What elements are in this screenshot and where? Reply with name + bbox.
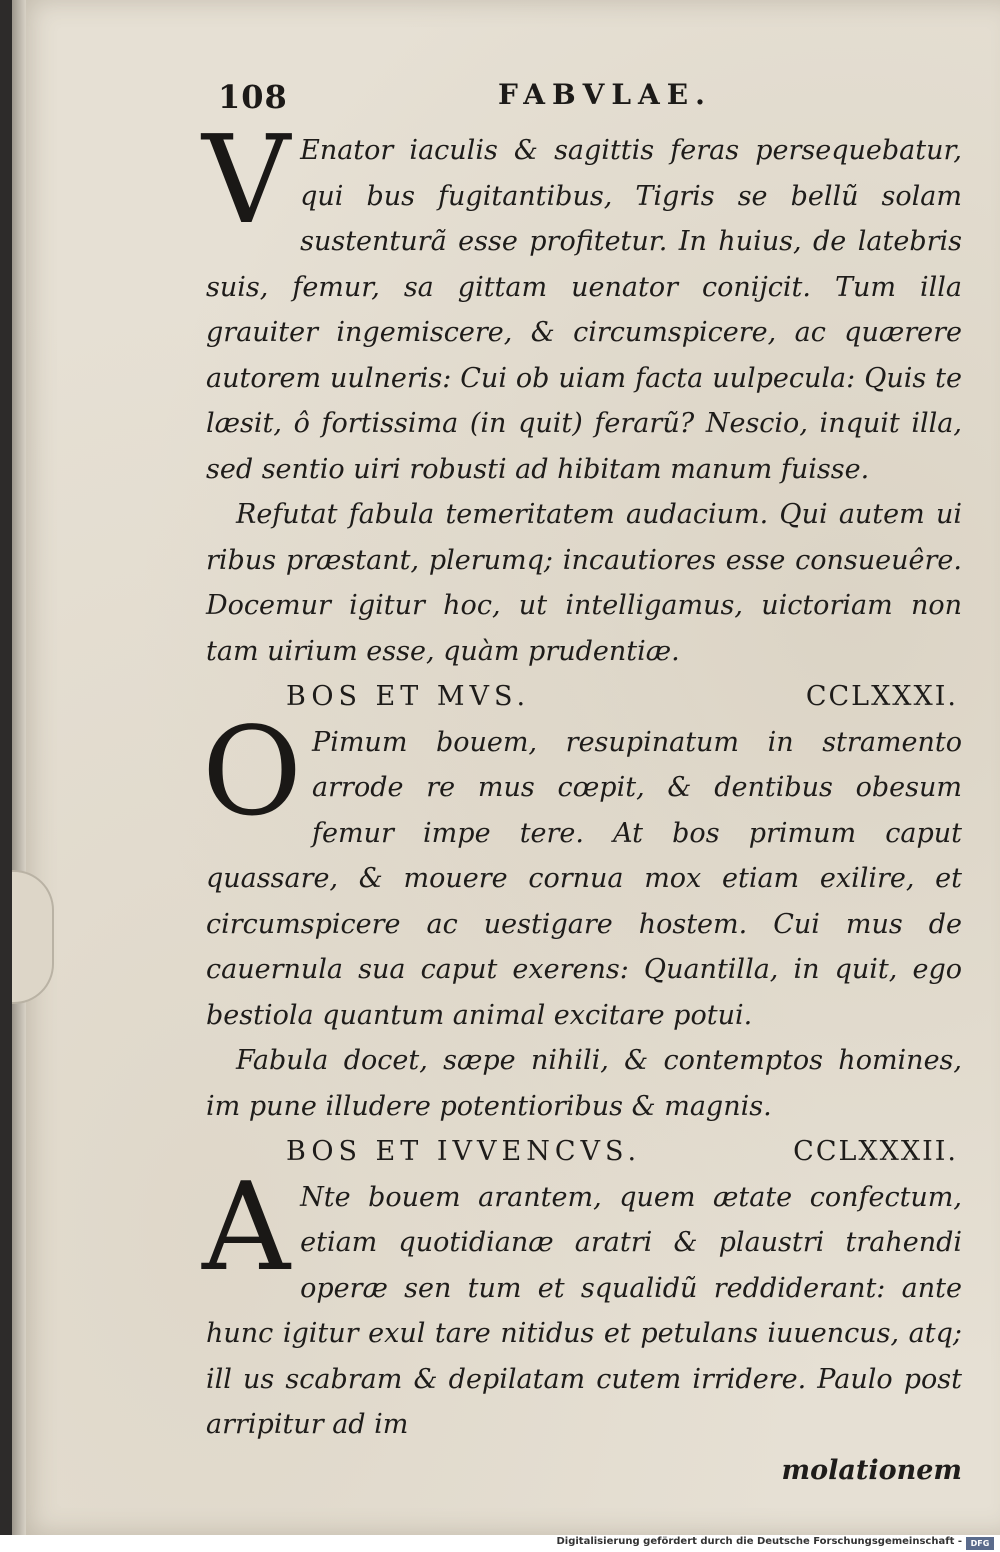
page-text [202,109,962,1493]
fable-body [202,700,962,1039]
fable-number: CCLXXXII. [793,1136,958,1167]
drop-cap: O [202,700,303,843]
fable-text: Enator iaculis & sagittis feras persequebatur, qui bus fugitantibus, Tigris se bellũ solam sustenturã esse profitetur. In huius, de latebris suis, femur, sa gittam uenator conijcit. Tum illa grauiter ingemiscere, & circumspicere, ac quærere autorem uulneris: Cui ob uiam facta uulpecula: Quis te læsit, ô fortissima (in quit) ferarũ? Nescio, inquit illa, sed sentio uiri robusti ad hibitam manum fuisse. [206,135,962,485]
running-title: FABVLAE. [498,78,712,111]
drop-cap: V [202,109,291,251]
fable-body [202,1155,962,1448]
fable-text: Nte bouem arantem, quem ætate confectum, etiam quotidianæ aratri & plaustri trahendi operæ sen tum et squalidũ reddiderant: ante hunc igitur exul tare nitidus et petulans iuuencus, atq; ill us scabram & depilatam cutem irridere. Paulo post arripitur ad im [206,1181,962,1440]
digitization-footer [0,1535,1000,1552]
fable-title: BOS ET IVVENCVS. [286,1136,642,1167]
page-number: 108 [218,78,288,116]
fable-text: Pimum bouem, resupinatum in stramento arrode re mus cœpit, & dentibus obesum femur impe tere. At bos primum caput quassare, & mouere cornua mox etiam exilire, et circumspicere ac uestigare hostem. Cui mus de cauernula sua caput exerens: Quantilla, in quit, ego bestiola quantum animal excitare potui. [206,726,962,1031]
dfg-logo: DFG [966,1537,994,1550]
fable-heading [206,1129,962,1175]
catchword: molationem [781,1454,962,1486]
fable-heading [206,674,962,720]
fable-title: BOS ET MVS. [286,681,531,712]
page-header [218,78,978,128]
drop-cap: A [202,1155,291,1298]
fable-moral: Refutat fabula temeritatem audacium. Qui autem ui ribus præstant, plerumq; incautiores esse consueuêre. Docemur igitur hoc, ut intelligamus, uictoriam non tam uirium esse, quàm prudentiæ. [206,499,962,667]
page-tab-marker [12,870,54,1004]
funding-credit: Digitalisierung gefördert durch die Deutsche Forschungsgemeinschaft - [556,1536,962,1547]
fable-body [202,109,962,492]
fable-moral: Fabula docet, sæpe nihili, & contemptos homines, im pune illudere potentioribus & magnis. [206,1045,962,1122]
fable-number: CCLXXXI. [805,681,958,712]
page-gutter-edge [12,0,26,1535]
